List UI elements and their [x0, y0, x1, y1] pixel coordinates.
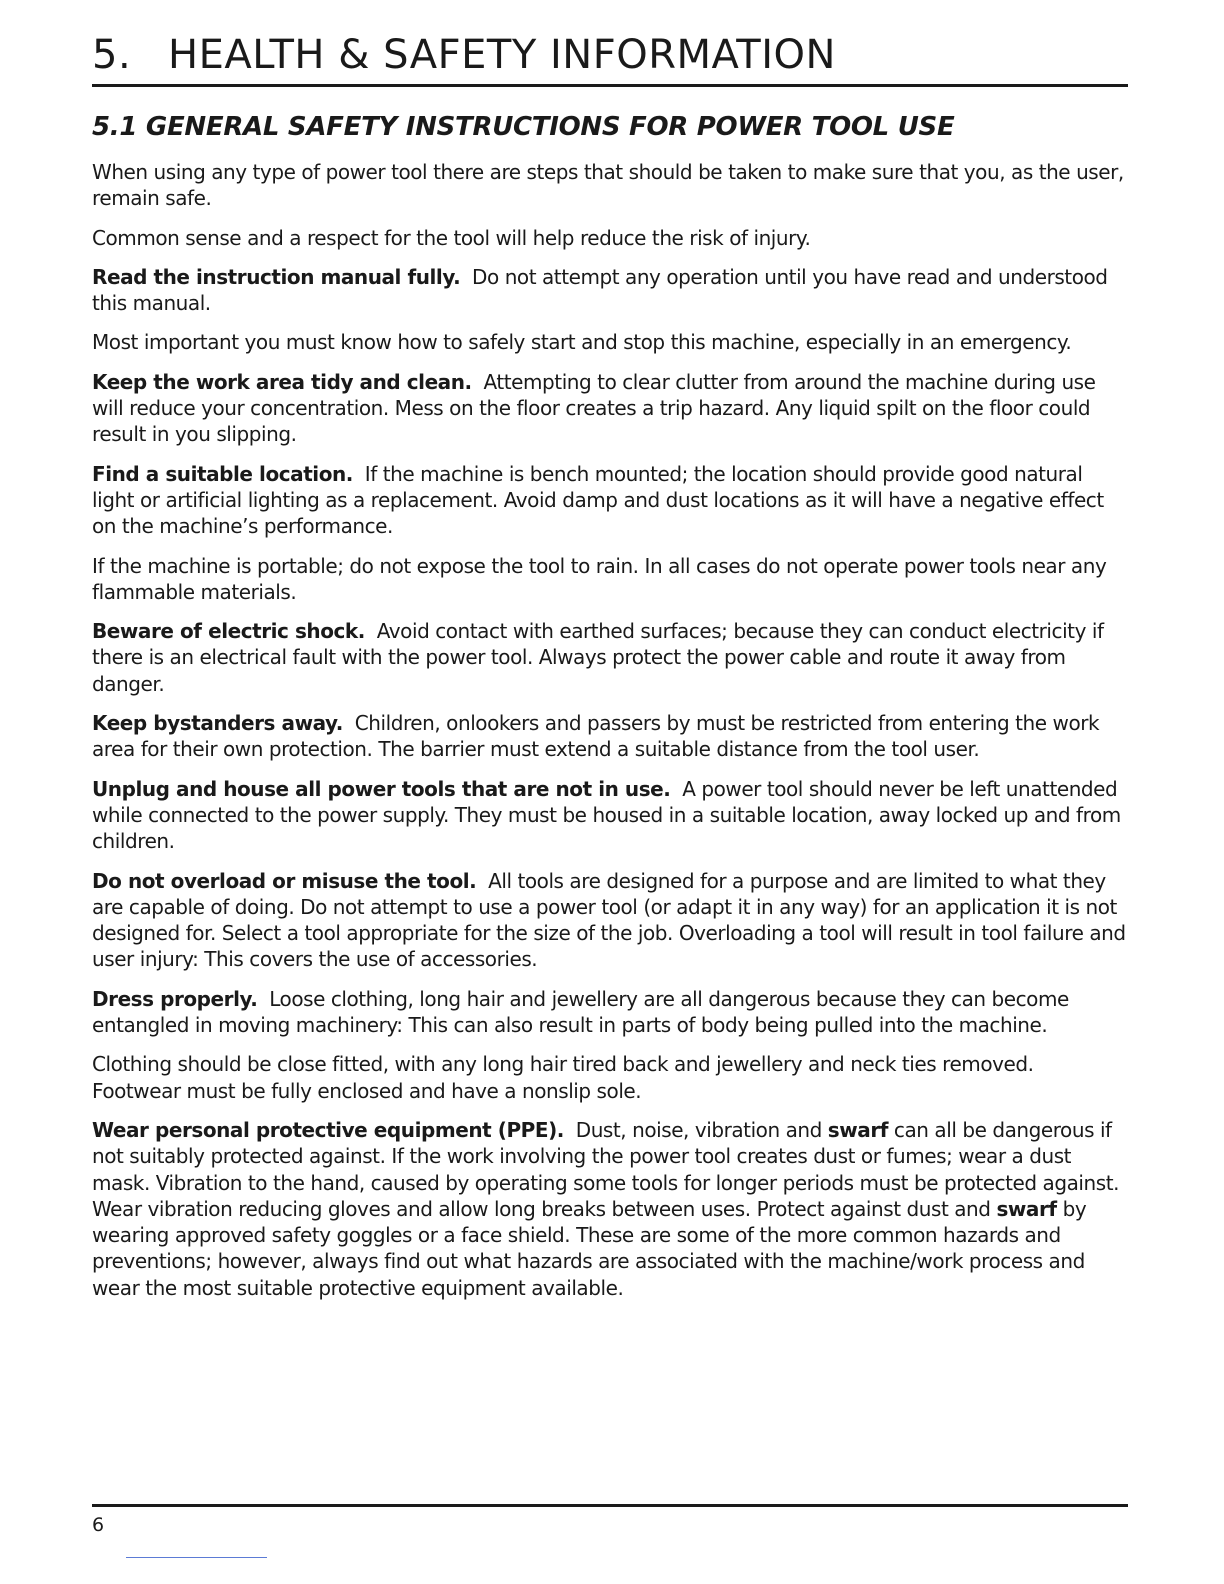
paragraph-start-stop: Most important you must know how to safely start and stop this machine, especially in an emergency.	[92, 330, 1072, 355]
paragraph-text: All tools are designed for a purpose and are limited to what they are capable of doing. Do not attempt to use a power tool (or adapt it in any way) for an application it is not designed for. Select a tool appropriate for the size of the job. Overloading a tool will result in tool failure and user injury: This covers the use of accessories.	[92, 868, 1126, 972]
page-number: 6	[92, 1514, 105, 1536]
paragraph-text: If the machine is bench mounted; the location should provide good natural light or artificial lighting as a replacement. Avoid damp and dust locations as it will have a negative effect on the machine’s performance.	[92, 461, 1104, 539]
paragraph-text: Children, onlookers and passers by must be restricted from entering the work area for their own protection. The barrier must extend a suitable distance from the tool user.	[92, 711, 1100, 762]
paragraph-text: Loose clothing, long hair and jewellery are all dangerous because they can become entangled in moving machinery: This can also result in parts of body being pulled into the machine.	[92, 986, 1069, 1038]
paragraph-heading: Wear personal protective equipment (PPE).	[92, 1117, 564, 1142]
paragraph-heading: Keep the work area tidy and clean.	[92, 369, 472, 394]
paragraph-overload	[92, 868, 1128, 973]
paragraph-intro: When using any type of power tool there are steps that should be taken to make sure that you, as the user, remain safe.	[92, 160, 1124, 211]
paragraph-heading: Do not overload or misuse the tool.	[92, 868, 477, 893]
paragraph-electric-shock	[92, 618, 1128, 697]
chapter-title	[92, 30, 836, 80]
paragraph-text: A power tool should never be left unattended while connected to the power supply. They must be housed in a suitable location, away locked up and from children.	[92, 776, 1121, 854]
paragraph-heading: Dress properly.	[92, 986, 258, 1011]
paragraph-ppe	[92, 1117, 1128, 1301]
section-body	[92, 159, 1128, 1314]
paragraph-heading: Unplug and house all power tools that are not in use.	[92, 776, 671, 801]
paragraph-text: Do not attempt any operation until you have read and understood this manual.	[92, 264, 1108, 316]
link-underline-mark	[126, 1557, 267, 1558]
paragraph-text: Avoid contact with earthed surfaces; because they can conduct electricity if there is an electrical fault with the power tool. Always protect the power cable and route it away from danger.	[92, 619, 1104, 696]
paragraph-heading: Keep bystanders away.	[92, 711, 343, 736]
swarf-term: swarf	[827, 1117, 888, 1142]
paragraph-common-sense: Common sense and a respect for the tool will help reduce the risk of injury.	[92, 225, 811, 250]
top-divider	[92, 84, 1128, 87]
chapter-number: 5.	[92, 32, 132, 78]
chapter-title-text: HEALTH & SAFETY INFORMATION	[168, 32, 836, 78]
paragraph-portable: If the machine is portable; do not expose the tool to rain. In all cases do not operate power tools near any flammable materials.	[92, 553, 1107, 604]
paragraph-heading: Find a suitable location.	[92, 461, 353, 486]
paragraph-heading: Beware of electric shock.	[92, 619, 365, 644]
paragraph-clothing: Clothing should be close fitted, with any long hair tired back and jewellery and neck ties removed. Footwear must be fully enclosed and have a nonslip sole.	[92, 1052, 1034, 1103]
swarf-term: swarf	[996, 1196, 1057, 1221]
paragraph-text: can all be dangerous if not suitably protected against. If the work involving the power tool creates dust or fumes; wear a dust mask. Vibration to the hand, caused by operating some tools for longer periods must be protected against. Wear vibration reducing gloves and allow long breaks between uses. Protect against dust and	[92, 1117, 1120, 1221]
paragraph-text: by wearing approved safety goggles or a face shield. These are some of the more common hazards and preventions; however, always find out what hazards are associated with the machine/work process and wear the most suitable protective equipment available.	[92, 1196, 1087, 1300]
paragraph-text: Attempting to clear clutter from around the machine during use will reduce your concentration. Mess on the floor creates a trip hazard. Any liquid spilt on the floor could result in you slipping.	[92, 369, 1096, 447]
paragraph-work-area	[92, 369, 1128, 448]
paragraph-text: Dust, noise, vibration and	[575, 1117, 822, 1142]
paragraph-unplug	[92, 776, 1128, 855]
paragraph-dress	[92, 986, 1128, 1039]
paragraph-read-manual	[92, 264, 1128, 317]
paragraph-heading: Read the instruction manual fully.	[92, 264, 461, 289]
paragraph-bystanders	[92, 710, 1128, 763]
manual-page	[92, 0, 1128, 1584]
section-title: 5.1 GENERAL SAFETY INSTRUCTIONS FOR POWER TOOL USE	[92, 112, 955, 142]
paragraph-location	[92, 461, 1128, 540]
bottom-divider	[92, 1504, 1128, 1507]
